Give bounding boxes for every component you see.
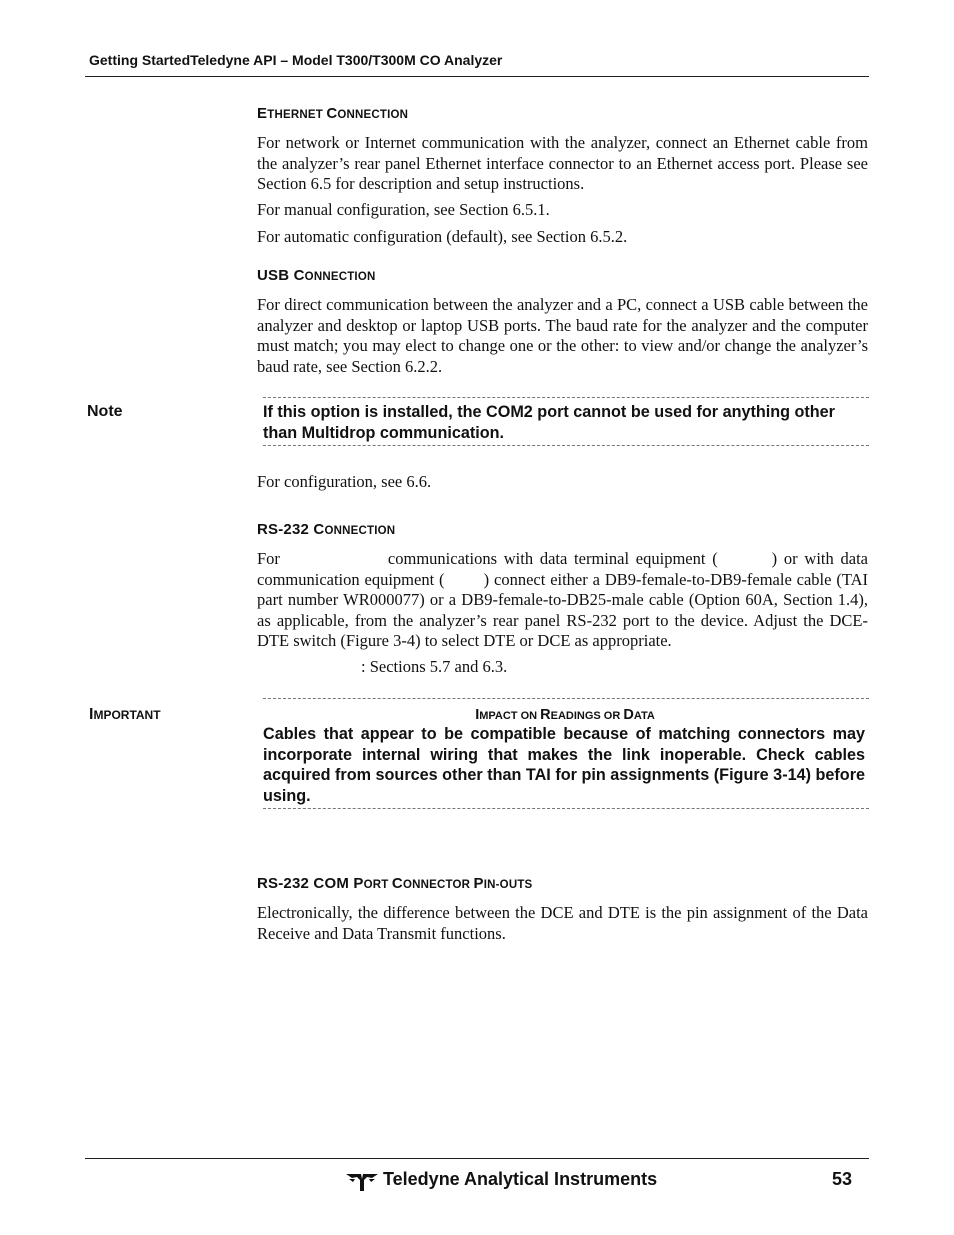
ethernet-paragraph: For network or Internet communication with the analyzer, connect an Ethernet cable from the analyzer’s rear panel Ethernet interface connector to an Ethernet access port. Please see Section 6.5 for description and setup instructions. <box>257 133 868 193</box>
configuration-reference: For configuration, see 6.6. <box>257 472 432 491</box>
note-bottom-divider <box>263 445 869 446</box>
important-top-divider <box>263 698 869 699</box>
usb-paragraph: For direct communication between the analyzer and a PC, connect a USB cable between the analyzer and desktop or laptop USB ports. The baud rate for the analyzer and the computer must match; you may elect to change one or the other: to view and/or change the analyzer’s baud rate, see Section 6.2.2. <box>257 295 868 376</box>
rs232-connection-heading: RS-232 CONNECTION <box>257 521 396 538</box>
important-bottom-divider <box>263 808 869 809</box>
ethernet-connection-heading: ETHERNET CONNECTION <box>257 105 409 122</box>
note-label: Note <box>87 403 123 420</box>
footer-divider <box>85 1158 869 1159</box>
footer-company-name: Teledyne Analytical Instruments <box>383 1169 658 1189</box>
ethernet-auto-config: For automatic configuration (default), see Section 6.5.2. <box>257 227 628 246</box>
rs232-sections-reference: : Sections 5.7 and 6.3. <box>361 657 508 676</box>
running-header: Getting StartedTeledyne API – Model T300/T300M CO Analyzer <box>89 52 503 68</box>
header-divider <box>85 76 869 77</box>
page-number: 53 <box>832 1169 853 1189</box>
note-top-divider <box>263 397 869 398</box>
pinouts-heading: RS-232 COM PORT CONNECTOR PIN-OUTS <box>257 875 533 892</box>
note-text: If this option is installed, the COM2 port cannot be used for anything other than Multidrop communication. <box>263 403 835 442</box>
important-label: IMPORTANT <box>89 706 161 723</box>
ethernet-manual-config: For manual configuration, see Section 6.5.1. <box>257 200 550 219</box>
rs232-paragraph: For communications with data terminal equipment ( ) or with data communication equipment ( ) connect either a DB9-female-to-DB9-female cable (TAI part number WR000077) or a DB9-female-to-DB25-male cable (Option 60A, Section 1.4), as applicable, from the analyzer’s rear panel RS-232 port to the device. Adjust the DCE-DTE switch (Figure 3-4) to select DTE or DCE as appropriate. <box>257 549 873 650</box>
teledyne-logo-icon <box>345 1170 379 1192</box>
pinouts-paragraph: Electronically, the difference between the DCE and DTE is the pin assignment of the Data Receive and Data Transmit functions. <box>257 903 868 943</box>
important-text: Cables that appear to be compatible because of matching connectors may incorporate internal wiring that makes the link inoperable. Check cables acquired from sources other than TAI for pin assignments (Figure 3-14) before using. <box>263 725 865 805</box>
important-title: IMPACT ON READINGS OR DATA <box>475 707 655 723</box>
usb-connection-heading: USB CONNECTION <box>257 267 376 284</box>
